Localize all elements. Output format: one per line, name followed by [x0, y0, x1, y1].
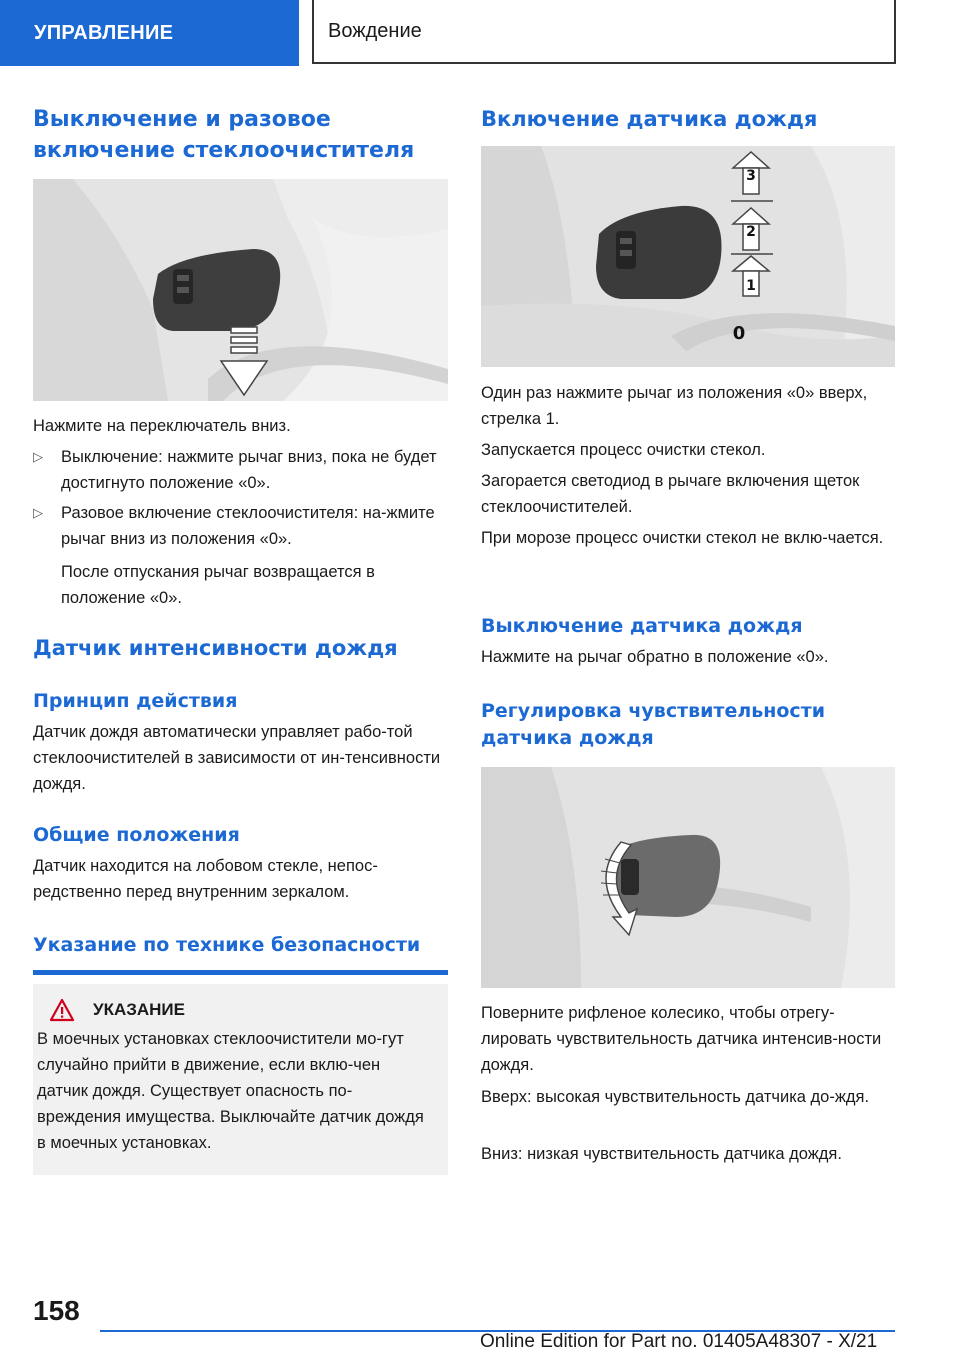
- fig-label-3: 3: [746, 168, 756, 184]
- heading-sensor-off: Выключение датчика дождя: [481, 615, 803, 637]
- text-up-high: Вверх: высокая чувствительность датчика до-ждя.: [481, 1088, 870, 1106]
- footer-edition: Online Edition for Part no. 01405A48307 - X/21: [480, 1331, 878, 1352]
- warning-header: [49, 998, 434, 1022]
- text-press-up: Один раз нажмите рычаг из положения «0» вверх, стрелка 1.: [481, 384, 868, 428]
- text-principle: Датчик дождя автоматически управляет рабо-той стеклоочистителей в зависимости от ин-тенсивности дождя.: [33, 723, 441, 793]
- warning-text: В моечных установках стеклоочистители мо-гут случайно прийти в движение, если вклю-чен датчик дождя. Существует опасность по-вреждения имущества. Выключайте датчик дождя в моечных установках.: [37, 1030, 424, 1152]
- caption-press-down: Нажмите на переключатель вниз.: [33, 417, 291, 435]
- warning-box: [33, 984, 448, 1175]
- figure-lever-up: [481, 146, 895, 367]
- bullet-text-off: Выключение: нажмите рычаг вниз, пока не будет достигнуто положение «0».: [61, 448, 437, 492]
- heading-wiper-off: Выключение и разовое включение стеклоочистителя: [33, 107, 415, 163]
- subheading-principle: Принцип действия: [33, 690, 238, 712]
- chapter-tab: [0, 0, 299, 66]
- section-box: [312, 0, 896, 64]
- fig-label-2: 2: [746, 224, 756, 240]
- fig-label-0: 0: [732, 323, 746, 344]
- figure-knurled-wheel: [481, 767, 895, 988]
- bullet-item-off: [33, 444, 448, 496]
- text-cleaning-starts: Запускается процесс очистки стекол.: [481, 441, 766, 459]
- figure-lever-down: [33, 179, 448, 401]
- page-number: 158: [33, 1295, 80, 1326]
- text-led-on: Загорается светодиод в рычаге включения щеток стеклоочистителей.: [481, 472, 860, 516]
- heading-rain-sensor: Датчик интенсивности дождя: [33, 636, 398, 660]
- bullet-continuation: После отпускания рычаг возвращается в положение «0».: [61, 563, 375, 607]
- text-turn-wheel: Поверните рифленое колесико, чтобы отрегу-лировать чувствительность датчика интенсив-ности дождя.: [481, 1004, 882, 1074]
- fig-label-1: 1: [746, 278, 756, 294]
- chapter-title: УПРАВЛЕНИЕ: [34, 21, 174, 44]
- text-down-low: Вниз: низкая чувствительность датчика дождя.: [481, 1145, 842, 1163]
- heading-sensitivity: Регулировка чувствительности датчика дождя: [481, 700, 826, 749]
- warning-title: УКАЗАНИЕ: [93, 1000, 185, 1019]
- text-sensor-off: Нажмите на рычаг обратно в положение «0».: [481, 648, 829, 666]
- text-general: Датчик находится на лобовом стекле, непос-редственно перед внутренним зеркалом.: [33, 857, 378, 901]
- subheading-general: Общие положения: [33, 824, 240, 846]
- subheading-safety: Указание по технике безопасности: [33, 934, 421, 956]
- bullet-text-single: Разовое включение стеклоочистителя: на-жмите рычаг вниз из положения «0».: [61, 504, 435, 548]
- bullet-item-single: [33, 500, 448, 552]
- triangle-bullet-icon: ▷: [33, 449, 43, 464]
- warning-divider: [33, 970, 448, 975]
- text-frost: При морозе процесс очистки стекол не вклю-чается.: [481, 529, 884, 547]
- warning-triangle-icon: [49, 998, 75, 1022]
- section-title: Вождение: [328, 19, 422, 42]
- heading-sensor-on: Включение датчика дождя: [481, 107, 818, 131]
- triangle-bullet-icon: ▷: [33, 505, 43, 520]
